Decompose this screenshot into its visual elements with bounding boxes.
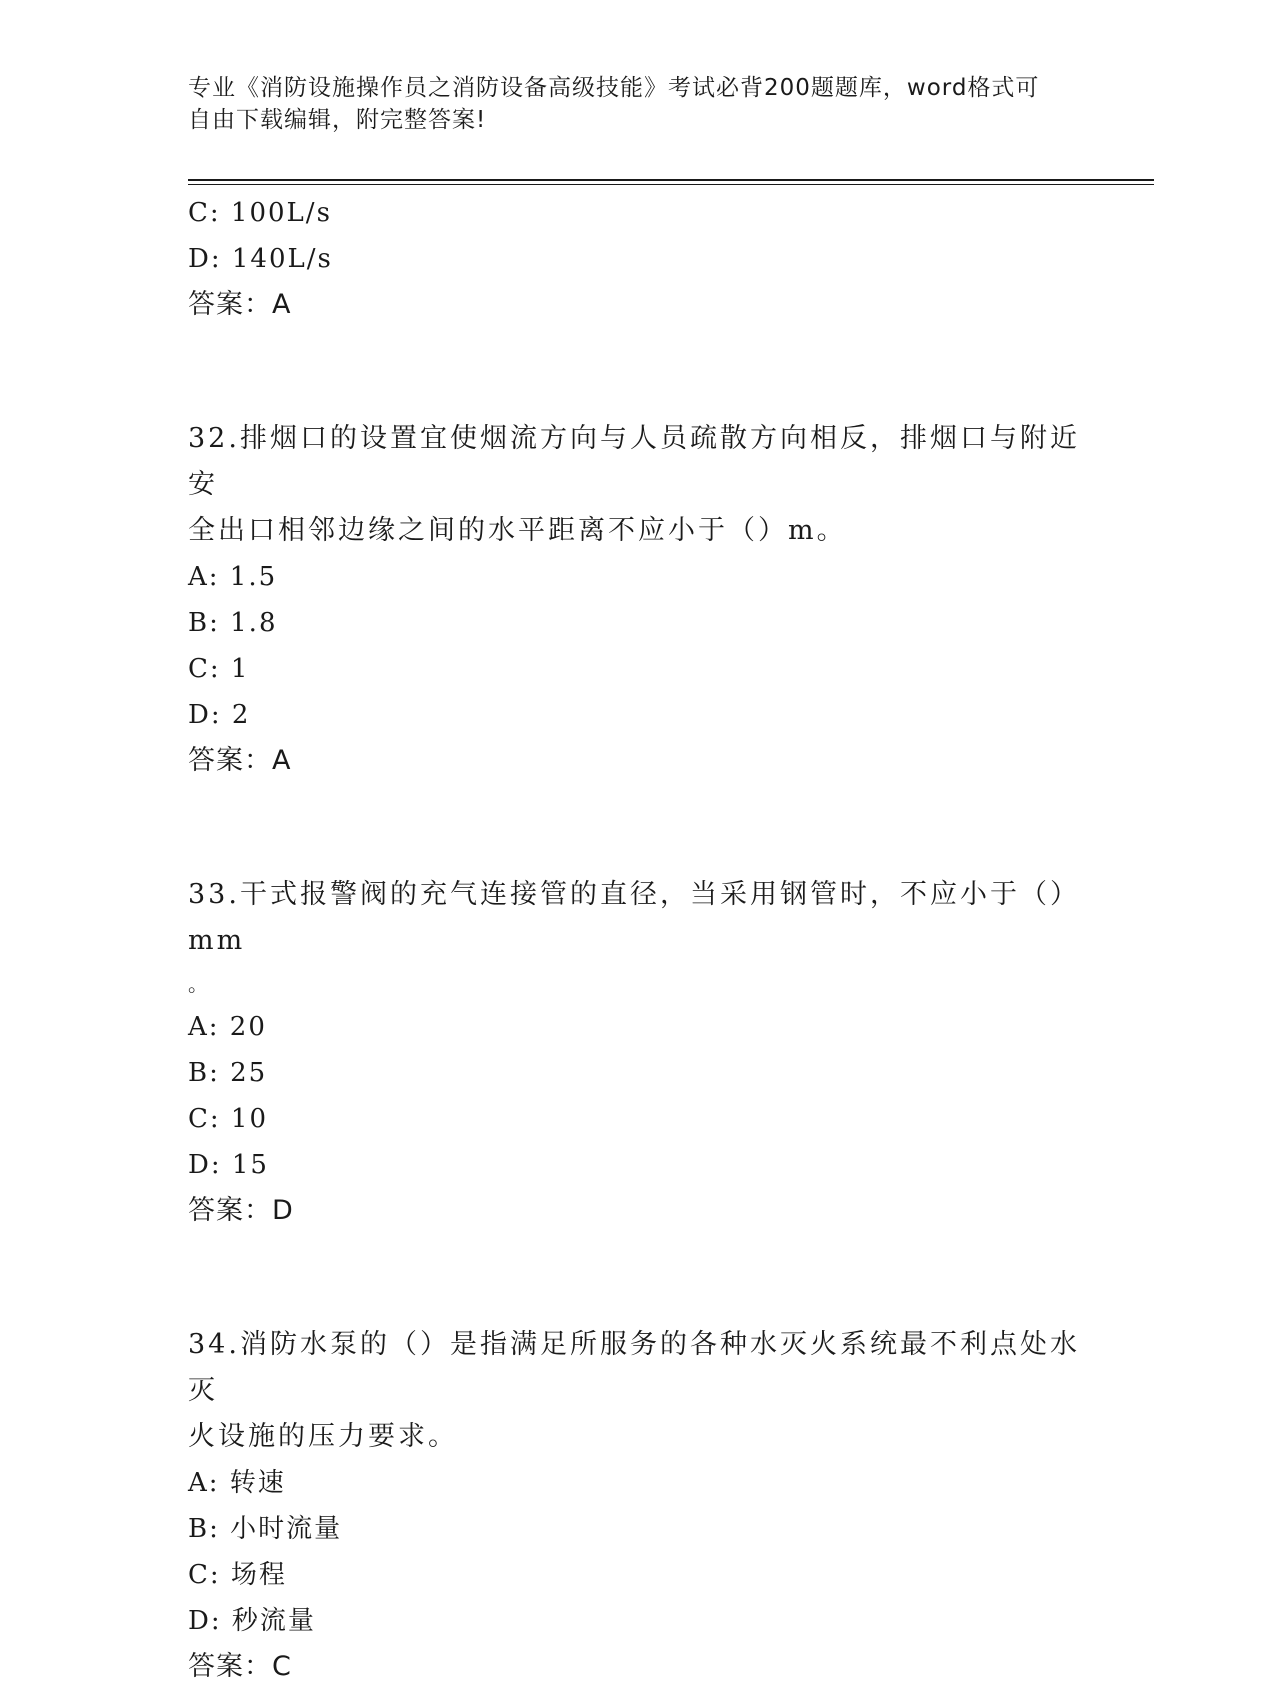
header-divider-thick	[188, 179, 1154, 181]
document-header	[188, 72, 1068, 136]
option-a: A: 20	[188, 1012, 267, 1042]
option-a: A: 1.5	[188, 562, 278, 592]
question-stem-line: 32.排烟口的设置宜使烟流方向与人员疏散方向相反，排烟口与附近安	[188, 423, 1080, 500]
option-c: C: 100L/s	[188, 198, 332, 228]
question-content	[188, 190, 1088, 1690]
carryover-question	[188, 190, 1088, 328]
question-stem-line: 火设施的压力要求。	[188, 1421, 458, 1452]
option-d: D: 140L/s	[188, 244, 333, 274]
question-stem-line: 33.干式报警阀的充气连接管的直径，当采用钢管时，不应小于（）mm	[188, 879, 1080, 956]
question-34	[188, 1322, 1088, 1690]
option-d: D: 秒流量	[188, 1606, 316, 1636]
question-stem-line: 全出口相邻边缘之间的水平距离不应小于（）m。	[188, 515, 847, 546]
header-line-2: 自由下载编辑，附完整答案!	[188, 107, 487, 133]
option-c: C: 1	[188, 654, 250, 684]
spacer	[188, 784, 1088, 872]
option-c: C: 场程	[188, 1560, 287, 1590]
question-stem-line: 34.消防水泵的（）是指满足所服务的各种水灭火系统最不利点处水灭	[188, 1329, 1080, 1406]
option-d: D: 2	[188, 700, 251, 730]
option-a: A: 转速	[188, 1468, 286, 1498]
option-b: B: 25	[188, 1058, 268, 1088]
question-stem-line: 。	[188, 972, 211, 996]
option-b: B: 1.8	[188, 608, 278, 638]
header-line-1: 专业《消防设施操作员之消防设备高级技能》考试必背200题题库，word格式可	[188, 75, 1040, 101]
option-b: B: 小时流量	[188, 1514, 343, 1544]
answer-label: 答案：C	[188, 1651, 292, 1682]
header-divider-thin	[188, 184, 1154, 185]
answer-label: 答案：A	[188, 745, 292, 776]
answer-label: 答案：A	[188, 289, 292, 320]
question-33	[188, 872, 1088, 1234]
answer-label: 答案：D	[188, 1195, 294, 1226]
spacer	[188, 1234, 1088, 1322]
option-d: D: 15	[188, 1150, 269, 1180]
option-c: C: 10	[188, 1104, 269, 1134]
question-32	[188, 416, 1088, 784]
spacer	[188, 328, 1088, 416]
